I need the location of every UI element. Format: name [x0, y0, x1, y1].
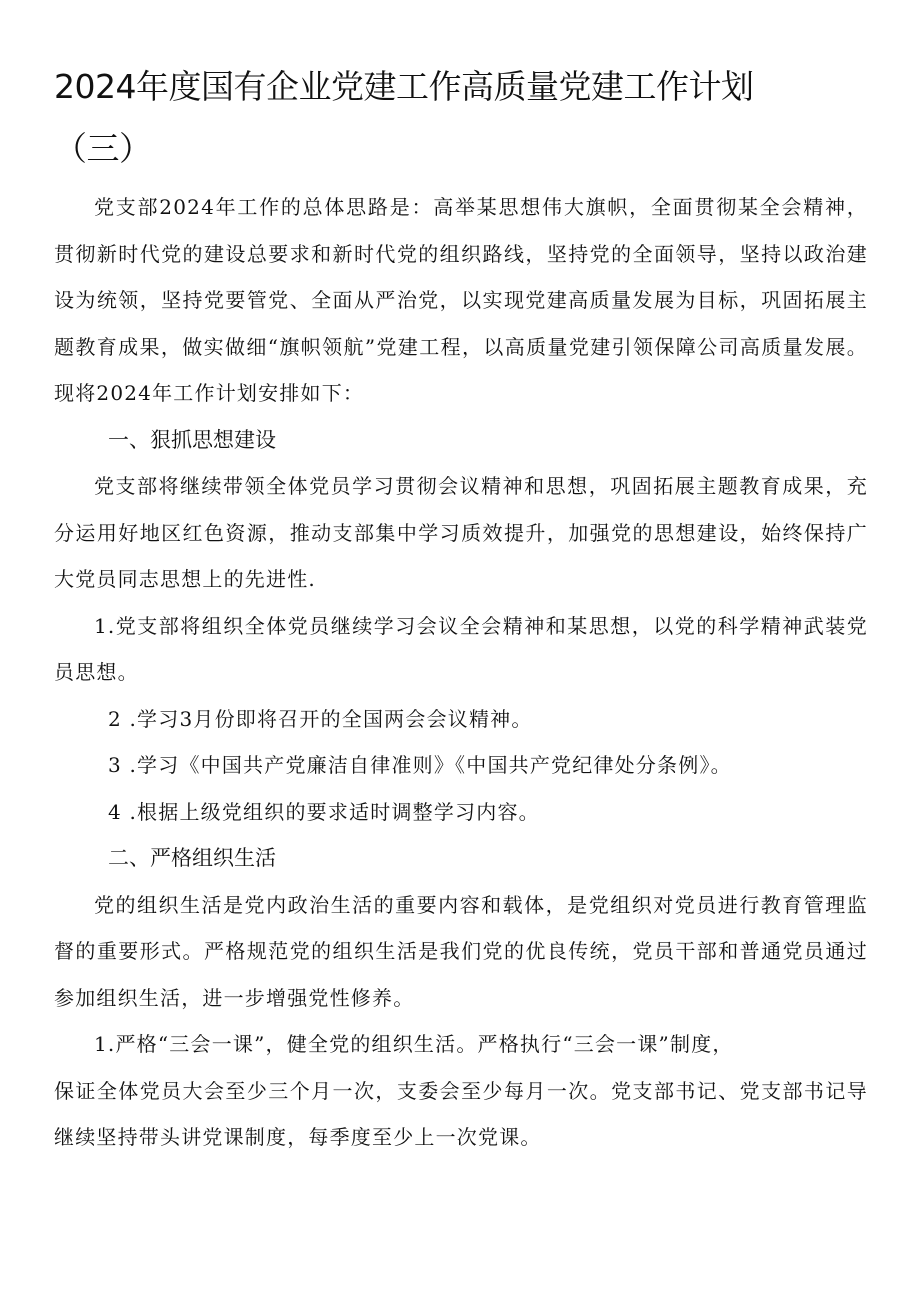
document-title — [54, 56, 868, 180]
section-2-item-1-line-1: 1.严格“三会一课”，健全党的组织生活。严格执行“三会一课”制度， — [94, 1032, 734, 1056]
section-1-item-1: 1.党支部将组织全体党员继续学习会议全会精神和某思想，以党的科学精神武装党员思想。 — [54, 613, 868, 684]
section-1-item-2: 2 .学习3月份即将召开的全国两会会议精神。 — [108, 706, 533, 731]
section-2-heading: 二、严格组织生活 — [108, 846, 276, 870]
title-line-2: （三） — [54, 129, 152, 168]
intro-paragraph: 党支部2024年工作的总体思路是：高举某思想伟大旗帜，全面贯彻某全会精神，贯彻新时代党的建设总要求和新时代党的组织路线，坚持党的全面领导，坚持以政治建设为统领，坚持党要管党、全面从严治党，以实现党建高质量发展为目标，巩固拓展主题教育成果，做实做细“旗帜领航”党建工程，以高质量党建引领保障公司高质量发展。现将2024年工作计划安排如下： — [54, 195, 868, 405]
section-1-item-4: 4 .根据上级党组织的要求适时调整学习内容。 — [108, 799, 540, 824]
section-2-item-1-rest: 保证全体党员大会至少三个月一次，支委会至少每月一次。党支部书记、党支部书记导继续坚持带头讲党课制度，每季度至少上一次党课。 — [54, 1078, 868, 1149]
title-line-1: 2024年度国有企业党建工作高质量党建工作计划 — [54, 67, 754, 106]
section-1-body: 党支部将继续带领全体党员学习贯彻会议精神和思想，巩固拓展主题教育成果，充分运用好地区红色资源，推动支部集中学习质效提升，加强党的思想建设，始终保持广大党员同志思想上的先进性. — [54, 474, 868, 591]
section-1-heading: 一、狠抓思想建设 — [108, 427, 276, 452]
section-1-item-3: 3 .学习《中国共产党廉洁自律准则》《中国共产党纪律处分条例》。 — [108, 753, 732, 777]
section-2-body: 党的组织生活是党内政治生活的重要内容和载体，是党组织对党员进行教育管理监督的重要形式。严格规范党的组织生活是我们党的优良传统，党员干部和普通党员通过参加组织生活，进一步增强党性修养。 — [54, 892, 868, 1010]
